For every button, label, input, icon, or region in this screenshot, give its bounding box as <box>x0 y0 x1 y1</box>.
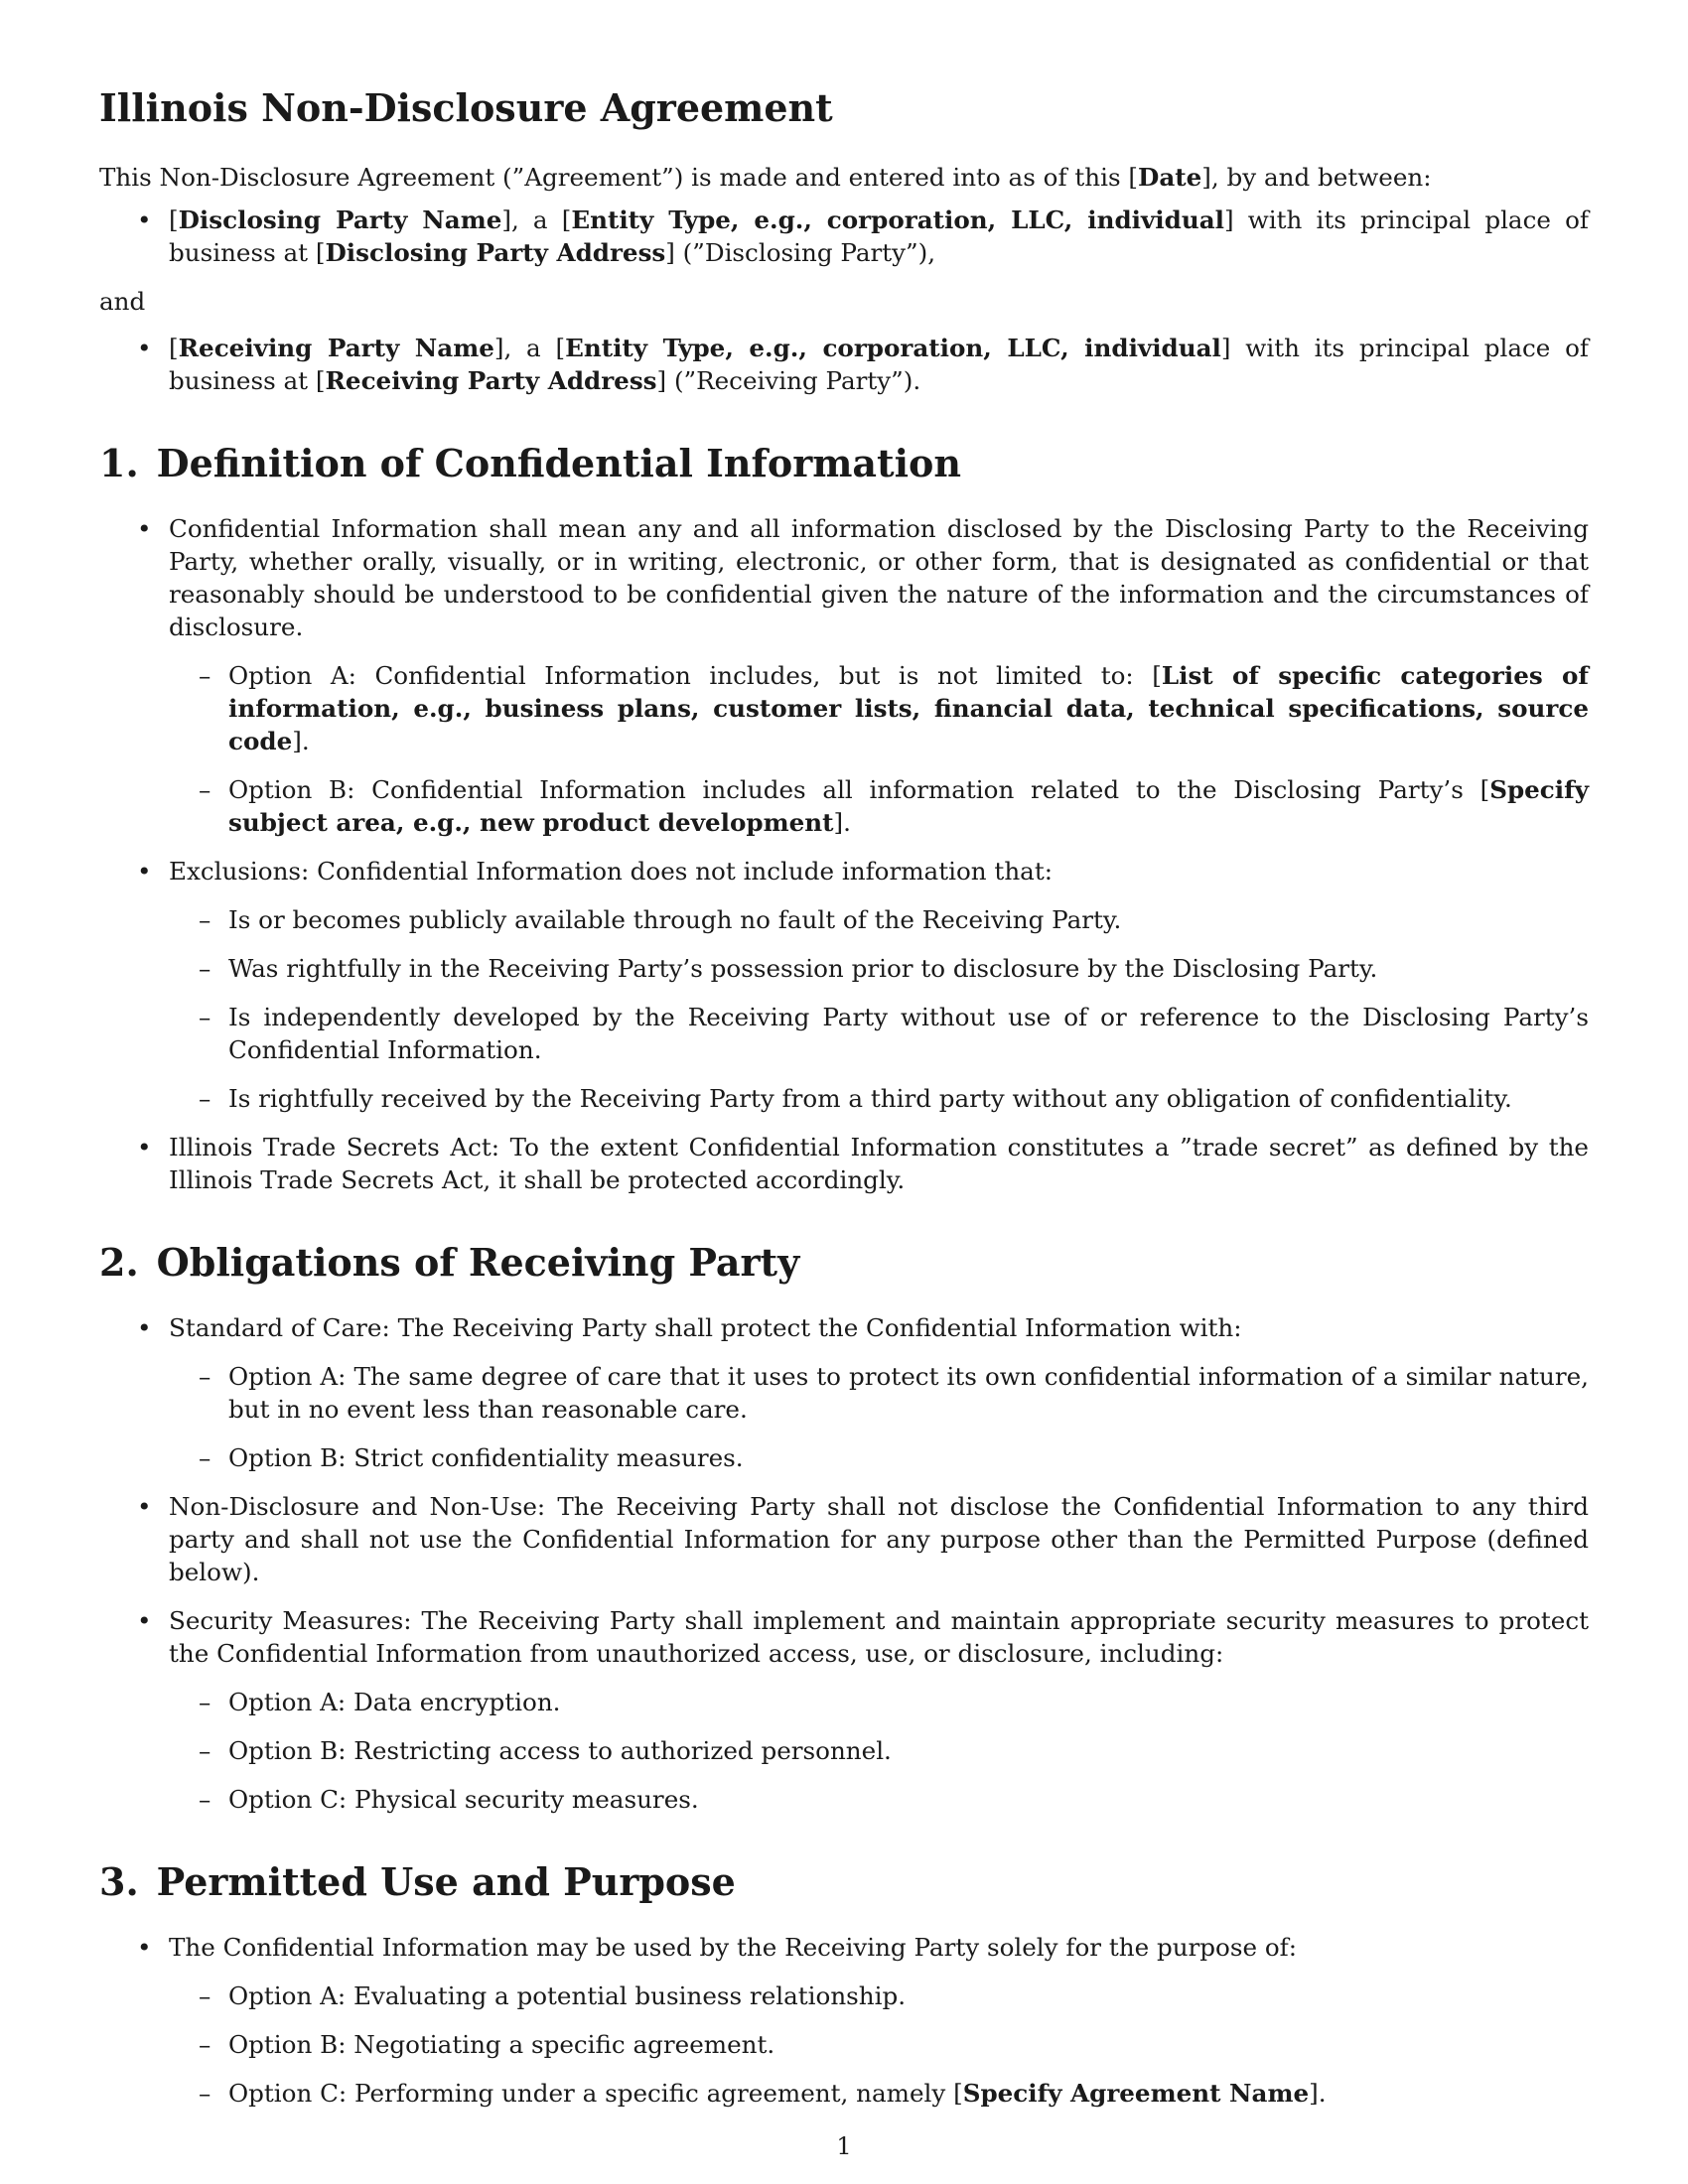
list-item <box>99 855 1589 1115</box>
dash-icon: – <box>199 2079 211 2108</box>
agreement-name-placeholder: Specify Agreement Name <box>962 2079 1310 2108</box>
disclosing-party-address: Disclosing Party Address <box>325 238 666 267</box>
receiving-entity-type: Entity Type, e.g., corporation, LLC, individual <box>565 334 1221 362</box>
bullet-icon: • <box>137 1933 152 1962</box>
list-item <box>99 1131 1589 1196</box>
dash-icon: – <box>199 905 211 934</box>
purpose-options <box>169 1979 1589 2110</box>
option-a-end: ]. <box>292 727 310 755</box>
option-text: Option A: Data encryption. <box>228 1688 561 1716</box>
section-2-list <box>99 1311 1589 1816</box>
exclusion-text: Is rightfully received by the Receiving Party from a third party without any obligation of confidentiality. <box>228 1084 1512 1113</box>
bullet-icon: • <box>137 1313 152 1342</box>
sub-list-item <box>169 1734 1589 1767</box>
sub-list-item <box>169 1783 1589 1816</box>
intro-text-a: This Non-Disclosure Agreement (”Agreement”) is made and entered into as of this [ <box>99 163 1139 192</box>
definition-options <box>169 659 1589 839</box>
section-3-list <box>99 1931 1589 2110</box>
list-item <box>99 1490 1589 1588</box>
dash-icon: – <box>199 2030 211 2059</box>
page-number: 1 <box>836 2132 852 2160</box>
option-text: Option C: Physical security measures. <box>228 1785 699 1814</box>
bullet-icon: • <box>137 857 152 886</box>
section-number: 3. <box>99 1859 139 1904</box>
exclusion-text: Is independently developed by the Receiving Party without use of or reference to the Disclosing Party’s Confidential Information. <box>228 1003 1589 1064</box>
sub-list-item <box>169 1001 1589 1066</box>
sub-list-item <box>169 1082 1589 1115</box>
disclosing-entity-type: Entity Type, e.g., corporation, LLC, individual <box>571 205 1225 234</box>
section-number: 1. <box>99 441 139 485</box>
disclosing-party-list <box>99 204 1589 269</box>
list-item <box>99 1931 1589 2110</box>
definition-text: Confidential Information shall mean any and all information disclosed by the Disclosing Party to the Receiving Party, whether orally, visually, or in writing, electronic, or other form, that is designated as confidential or that reasonably should be understood to be confidential given the nature of the information and the circumstances of disclosure. <box>169 514 1589 641</box>
option-b-end: ]. <box>833 808 851 837</box>
dash-icon: – <box>199 775 211 804</box>
care-options <box>169 1360 1589 1474</box>
dash-icon: – <box>199 1736 211 1765</box>
dash-icon: – <box>199 1981 211 2010</box>
section-3-heading <box>99 1859 1589 1905</box>
and-connector: and <box>99 287 146 316</box>
trade-secrets-text: Illinois Trade Secrets Act: To the extent Confidential Information constitutes a ”trade secret” as defined by the Illinois Trade Secrets Act, it shall be protected accordingly. <box>169 1133 1589 1194</box>
sub-list-item <box>169 1686 1589 1718</box>
sub-list-item <box>169 1360 1589 1426</box>
disclosing-party-name: Disclosing Party Name <box>178 205 502 234</box>
bullet-icon: • <box>137 334 152 362</box>
exclusions-text: Exclusions: Confidential Information does not include information that: <box>169 857 1053 886</box>
receiving-party-list <box>99 332 1589 397</box>
bullet-icon: • <box>137 514 152 543</box>
dash-icon: – <box>199 1443 211 1472</box>
sub-list-item <box>169 2077 1589 2110</box>
option-text: Option A: The same degree of care that it uses to protect its own confidential information of a similar nature, but in no event less than reasonable care. <box>228 1362 1589 1424</box>
dash-icon: – <box>199 1688 211 1716</box>
receiving-end-text: ] (”Receiving Party”). <box>656 366 921 395</box>
exclusion-text: Is or becomes publicly available through no fault of the Receiving Party. <box>228 905 1122 934</box>
list-item <box>99 512 1589 839</box>
section-title: Obligations of Receiving Party <box>156 1240 800 1285</box>
receiving-party-item: • [Receiving Party Name], a [Entity Type, e.g., corporation, LLC, individual] with its principal place of business at [Receiving Party Address] (”Receiving Party”). <box>137 334 1589 395</box>
disclosing-end-text: ] (”Disclosing Party”), <box>665 238 936 267</box>
sub-list-item <box>169 773 1589 839</box>
non-disclosure-text: Non-Disclosure and Non-Use: The Receiving Party shall not disclose the Confidential Information to any third party and shall not use the Confidential Information for any purpose other than the Permitted Purpose (defined below). <box>169 1492 1589 1586</box>
intro-paragraph <box>99 161 1589 194</box>
standard-of-care-text: Standard of Care: The Receiving Party shall protect the Confidential Information with: <box>169 1313 1242 1342</box>
sub-list-item <box>169 1979 1589 2012</box>
receiving-party-address: Receiving Party Address <box>325 366 657 395</box>
option-text: Option B: Restricting access to authorized personnel. <box>228 1736 892 1765</box>
document-page <box>99 85 1589 2125</box>
disclosing-mid-text: ] with its principal place of business at [ <box>169 205 1589 267</box>
receiving-mid-text: ] with its principal place of business at [ <box>169 334 1589 395</box>
bullet-icon: • <box>137 1133 152 1161</box>
option-b-placeholder: Specify subject area, e.g., new product development <box>228 775 1589 837</box>
option-b-text: Option B: Confidential Information includes all information related to the Disclosing Party’s [ <box>228 775 1490 804</box>
intro-date-placeholder: Date <box>1138 163 1202 192</box>
section-2-heading <box>99 1240 1589 1286</box>
disclosing-party-item: • [Disclosing Party Name], a [Entity Type, e.g., corporation, LLC, individual] with its principal place of business at [Disclosing Party Address] (”Disclosing Party”), <box>137 205 1589 267</box>
intro-text-b: ], by and between: <box>1201 163 1432 192</box>
section-1-list <box>99 512 1589 1196</box>
section-title: Permitted Use and Purpose <box>156 1859 736 1904</box>
sub-list-item <box>169 952 1589 985</box>
document-title: Illinois Non-Disclosure Agreement <box>99 85 833 130</box>
dash-icon: – <box>199 1003 211 1031</box>
security-options <box>169 1686 1589 1816</box>
dash-icon: – <box>199 661 211 690</box>
purpose-text: The Confidential Information may be used by the Receiving Party solely for the purpose of: <box>169 1933 1298 1962</box>
section-title: Definition of Confidential Information <box>156 441 962 485</box>
bullet-icon: • <box>137 205 152 234</box>
section-number: 2. <box>99 1240 139 1285</box>
dash-icon: – <box>199 1362 211 1391</box>
receiving-party-name: Receiving Party Name <box>178 334 494 362</box>
option-text: Option C: Performing under a specific agreement, namely [ <box>228 2079 963 2108</box>
sub-list-item <box>169 659 1589 757</box>
option-a-placeholder: List of specific categories of information, e.g., business plans, customer lists, financial data, technical specifications, source code <box>228 661 1589 755</box>
section-1-heading <box>99 441 1589 486</box>
option-end: ]. <box>1309 2079 1327 2108</box>
sub-list-item <box>169 1441 1589 1474</box>
bullet-icon: • <box>137 1606 152 1635</box>
dash-icon: – <box>199 1084 211 1113</box>
security-measures-text: Security Measures: The Receiving Party shall implement and maintain appropriate security measures to protect the Confidential Information from unauthorized access, use, or disclosure, including: <box>169 1606 1589 1668</box>
sub-list-item <box>169 903 1589 936</box>
bullet-icon: • <box>137 1492 152 1521</box>
exclusions-list <box>169 903 1589 1115</box>
option-text: Option A: Evaluating a potential business relationship. <box>228 1981 907 2010</box>
option-text: Option B: Negotiating a specific agreement. <box>228 2030 775 2059</box>
list-item <box>99 1604 1589 1816</box>
exclusion-text: Was rightfully in the Receiving Party’s possession prior to disclosure by the Disclosing Party. <box>228 954 1378 983</box>
sub-list-item <box>169 2028 1589 2061</box>
dash-icon: – <box>199 954 211 983</box>
option-a-text: Option A: Confidential Information includes, but is not limited to: [ <box>228 661 1162 690</box>
option-text: Option B: Strict confidentiality measures. <box>228 1443 744 1472</box>
list-item <box>99 1311 1589 1474</box>
dash-icon: – <box>199 1785 211 1814</box>
